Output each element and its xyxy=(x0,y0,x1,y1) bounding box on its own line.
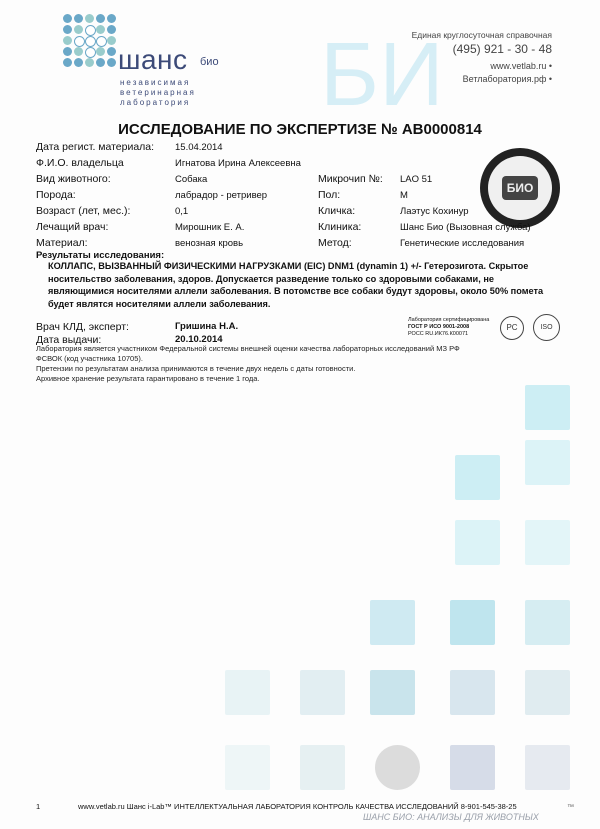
iso-icon: ISO xyxy=(533,314,560,341)
method-label: Метод: xyxy=(318,237,352,249)
gost-icon: PC xyxy=(500,316,524,340)
brand-bio: био xyxy=(200,56,219,68)
owner-label: Ф.И.О. владельца xyxy=(36,157,124,169)
sex-value: М xyxy=(400,190,408,201)
issue-value: 20.10.2014 xyxy=(175,334,223,345)
brand-name: шанс xyxy=(118,44,188,75)
owner-value: Игнатова Ирина Алексеевна xyxy=(175,158,301,169)
brand-sub-2: ветеринарная xyxy=(120,88,196,97)
website-rf-link[interactable]: Ветлаборатория.рф • xyxy=(462,74,552,84)
results-text: КОЛЛАПС, ВЫЗВАННЫЙ ФИЗИЧЕСКИМИ НАГРУЗКАМИ (EIC) DNM1 (dynamin 1) +/- Гетерозигота. Скрытое носительство заболевания, здоров. Допускается разведение только со здоровыми собаками, не являющимися носителями аллели заболевания. В потомстве все собаки будут здоровы, около 50% помета будет являтся носителями аллели заболевания. xyxy=(48,261,544,309)
note-line1: Лаборатория является участником Федеральной системы внешней оценки качества лабораторных исследований МЗ РФ xyxy=(36,344,460,353)
footer-tagline: ШАНС БИО: АНАЛИЗЫ ДЛЯ ЖИВОТНЫХ xyxy=(363,812,539,822)
method-value: Генетические исследования xyxy=(400,238,525,249)
cert-line2: ГОСТ Р ИСО 9001-2008 xyxy=(408,324,470,330)
doctor-value: Мирошник Е. А. xyxy=(175,222,245,233)
cert-line3: РОСС RU.ИК76.К00071 xyxy=(408,331,469,337)
nick-label: Кличка: xyxy=(318,205,356,217)
species-label: Вид животного: xyxy=(36,173,111,185)
brand-sub-3: лаборатория xyxy=(120,98,191,107)
issue-label: Дата выдачи: xyxy=(36,334,102,346)
hotline-phone[interactable]: (495) 921 - 30 - 48 xyxy=(452,42,552,56)
age-value: 0,1 xyxy=(175,206,189,217)
footer-tm: ™ xyxy=(567,804,574,811)
material-value: венозная кровь xyxy=(175,238,244,249)
hotline-label: Единая круглосуточная справочная xyxy=(411,30,552,40)
species-value: Собака xyxy=(175,174,208,185)
breed-label: Порода: xyxy=(36,189,76,201)
date-value: 15.04.2014 xyxy=(175,142,223,153)
material-label: Материал: xyxy=(36,237,88,249)
age-label: Возраст (лет, мес.): xyxy=(36,205,131,217)
watermark-bio-logo: БИ xyxy=(320,25,444,125)
chip-label: Микрочип №: xyxy=(318,173,383,185)
note-line3: Претензии по результатам анализа принимаются в течение двух недель с даты готовности. xyxy=(36,364,356,373)
clinic-label: Клиника: xyxy=(318,221,362,233)
chip-value: LAO 51 xyxy=(400,174,433,185)
breed-value: лабрадор - ретривер xyxy=(175,190,268,201)
brand-sub-1: независимая xyxy=(120,78,191,87)
date-label: Дата регист. материала: xyxy=(36,141,155,153)
doctor-label: Лечащий врач: xyxy=(36,221,109,233)
document-title: ИССЛЕДОВАНИЕ ПО ЭКСПЕРТИЗЕ № AB0000814 xyxy=(118,121,482,138)
page-number: 1 xyxy=(36,802,41,811)
note-line2: ФСВОК (код участника 10705). xyxy=(36,354,143,363)
quality-stamp-icon: БИО xyxy=(480,148,560,228)
cert-line1: Лаборатория сертифицирована xyxy=(408,317,490,323)
footer-text: www.vetlab.ru Шанс i-Lab™ ИНТЕЛЛЕКТУАЛЬНАЯ ЛАБОРАТОРИЯ КОНТРОЛЬ КАЧЕСТВА ИССЛЕДОВАНИЙ 8-901-545-38-25 xyxy=(78,802,517,811)
expert-value: Гришина Н.А. xyxy=(175,321,239,332)
nick-value: Лаэтус Кохинур xyxy=(400,206,469,217)
sex-label: Пол: xyxy=(318,189,341,201)
website-link[interactable]: www.vetlab.ru • xyxy=(490,61,552,71)
clinic-value: Шанс Био (Вызовная служба) xyxy=(400,222,531,233)
results-label: Результаты исследования: xyxy=(36,250,165,261)
logo-grid-icon xyxy=(63,14,117,68)
expert-label: Врач КЛД, эксперт: xyxy=(36,321,129,333)
note-line4: Архивное хранение результата гарантировано в течение 1 года. xyxy=(36,374,260,383)
